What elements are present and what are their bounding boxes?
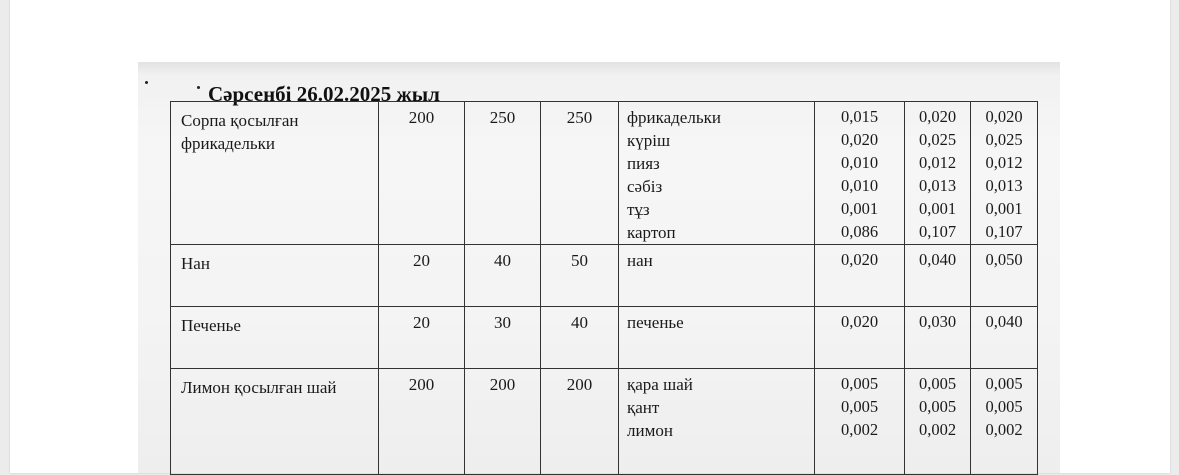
quantity: 0,013 bbox=[985, 176, 1023, 195]
quantity: 0,013 bbox=[918, 176, 957, 195]
quantity-col-2 bbox=[905, 245, 971, 307]
portion-3: 40 bbox=[541, 307, 619, 369]
quantity: 0,010 bbox=[840, 153, 879, 172]
portion-1: 200 bbox=[379, 102, 465, 245]
ingredient: лимон bbox=[627, 421, 673, 440]
portion-2: 250 bbox=[465, 102, 541, 245]
table-row bbox=[171, 307, 1038, 369]
ingredient: сәбіз bbox=[627, 177, 663, 196]
quantity: 0,001 bbox=[840, 199, 879, 218]
portion-3: 250 bbox=[541, 102, 619, 245]
quantity-col-1 bbox=[815, 307, 905, 369]
ingredient: нан bbox=[627, 251, 653, 270]
page-title: Сәрсенбі 26.02.2025 жыл bbox=[208, 82, 440, 106]
ingredient: қант bbox=[627, 398, 660, 417]
quantity: 0,025 bbox=[918, 130, 957, 149]
ingredient-list bbox=[619, 307, 815, 369]
portion-1: 20 bbox=[379, 307, 465, 369]
quantity-col-2 bbox=[905, 307, 971, 369]
quantity: 0,020 bbox=[985, 107, 1023, 126]
quantity: 0,001 bbox=[985, 199, 1023, 218]
quantity-col-3 bbox=[971, 307, 1038, 369]
quantity: 0,050 bbox=[985, 250, 1023, 269]
quantity-col-2 bbox=[905, 369, 971, 475]
quantity: 0,020 bbox=[918, 107, 957, 126]
table-row bbox=[171, 102, 1038, 245]
portion-2: 40 bbox=[465, 245, 541, 307]
portion-2: 30 bbox=[465, 307, 541, 369]
portion-3: 50 bbox=[541, 245, 619, 307]
quantity: 0,005 bbox=[840, 397, 879, 416]
quantity-col-2 bbox=[905, 102, 971, 245]
quantity: 0,005 bbox=[918, 397, 957, 416]
quantity: 0,005 bbox=[985, 374, 1023, 393]
quantity: 0,040 bbox=[918, 250, 957, 269]
quantity-col-1 bbox=[815, 245, 905, 307]
ingredient-list bbox=[619, 245, 815, 307]
quantity-col-1 bbox=[815, 369, 905, 475]
quantity: 0,040 bbox=[985, 312, 1023, 331]
quantity: 0,015 bbox=[840, 107, 879, 126]
table-row bbox=[171, 245, 1038, 307]
quantity: 0,020 bbox=[840, 130, 879, 149]
quantity: 0,030 bbox=[918, 312, 957, 331]
ingredient: картоп bbox=[627, 223, 676, 242]
quantity-col-3 bbox=[971, 102, 1038, 245]
ingredient-list bbox=[619, 102, 815, 245]
ingredient: печенье bbox=[627, 313, 684, 332]
quantity: 0,005 bbox=[840, 374, 879, 393]
menu-table bbox=[170, 101, 1038, 475]
quantity: 0,025 bbox=[985, 130, 1023, 149]
ingredient: тұз bbox=[627, 200, 650, 219]
ingredient: фрикадельки bbox=[627, 108, 721, 127]
dish-name: Сорпа қосылған фрикадельки bbox=[171, 102, 379, 245]
quantity: 0,001 bbox=[918, 199, 957, 218]
quantity: 0,010 bbox=[840, 176, 879, 195]
dish-name: Печенье bbox=[171, 307, 379, 369]
portion-1: 20 bbox=[379, 245, 465, 307]
bullet-mark bbox=[197, 86, 200, 89]
quantity: 0,020 bbox=[840, 250, 879, 269]
ingredient: пияз bbox=[627, 154, 660, 173]
quantity: 0,012 bbox=[918, 153, 957, 172]
portion-2: 200 bbox=[465, 369, 541, 475]
quantity: 0,005 bbox=[918, 374, 957, 393]
ingredient: күріш bbox=[627, 131, 671, 150]
quantity: 0,012 bbox=[985, 153, 1023, 172]
quantity: 0,086 bbox=[840, 222, 879, 241]
portion-1: 200 bbox=[379, 369, 465, 475]
bullet-mark bbox=[145, 81, 148, 84]
dish-name: Лимон қосылған шай bbox=[171, 369, 379, 475]
ingredient: қара шай bbox=[627, 375, 693, 394]
dish-name: Нан bbox=[171, 245, 379, 307]
quantity: 0,002 bbox=[840, 420, 879, 439]
quantity: 0,107 bbox=[918, 222, 957, 241]
quantity: 0,002 bbox=[918, 420, 957, 439]
quantity-col-3 bbox=[971, 369, 1038, 475]
ingredient-list bbox=[619, 369, 815, 475]
table-row bbox=[171, 369, 1038, 475]
quantity: 0,107 bbox=[985, 222, 1023, 241]
quantity: 0,005 bbox=[985, 397, 1023, 416]
quantity-col-3 bbox=[971, 245, 1038, 307]
portion-3: 200 bbox=[541, 369, 619, 475]
quantity: 0,020 bbox=[840, 312, 879, 331]
quantity: 0,002 bbox=[985, 420, 1023, 439]
quantity-col-1 bbox=[815, 102, 905, 245]
